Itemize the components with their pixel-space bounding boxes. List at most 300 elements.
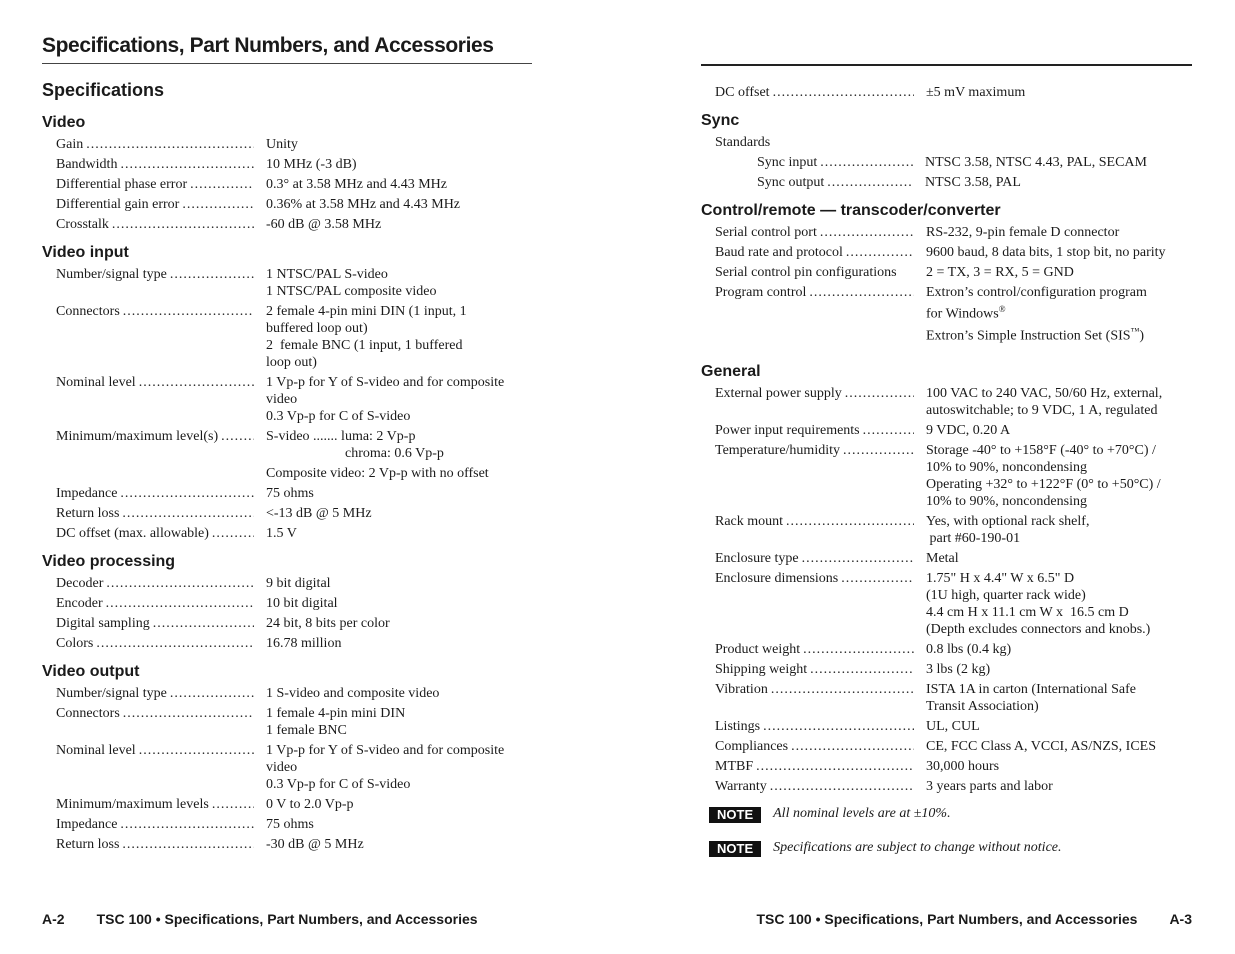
spec-label	[715, 758, 916, 775]
note-specifications-change	[701, 839, 1193, 857]
trademark-mark: ™	[1130, 325, 1140, 336]
spec-row	[42, 705, 534, 739]
spec-label	[715, 84, 916, 101]
sis-text: Extron’s Simple Instruction Set (SIS	[926, 328, 1131, 344]
spec-label-text: Temperature/humidity	[715, 443, 840, 459]
spec-value	[266, 176, 534, 193]
section-heading-control: Control/remote — transcoder/converter	[701, 202, 1001, 219]
spec-label	[715, 244, 916, 261]
section-heading-video-input: Video input	[42, 244, 129, 261]
spec-value	[266, 505, 534, 522]
spec-label	[56, 156, 256, 173]
spec-value	[926, 442, 1193, 510]
note-text: All nominal levels are at ±10%.	[773, 806, 951, 822]
spec-label	[56, 374, 256, 425]
spec-label	[715, 513, 916, 547]
dot-leader	[120, 156, 254, 173]
spec-label-text: Serial control port	[715, 225, 817, 240]
spec-value-line: 10 bit digital	[266, 596, 338, 611]
dot-leader	[846, 244, 914, 261]
spec-value	[266, 216, 534, 233]
spec-value-line: Operating +32° to +122°F (0° to +50°C) /	[926, 477, 1161, 493]
spec-value	[266, 303, 534, 371]
footer-right	[756, 911, 1192, 927]
spec-label-text: Minimum/maximum levels	[56, 797, 209, 812]
dot-leader	[841, 570, 914, 638]
spec-dc-offset-output	[701, 84, 1193, 101]
spec-row	[42, 816, 534, 833]
general-spec-list	[701, 385, 1193, 795]
dot-leader	[771, 681, 914, 715]
spec-impedance	[42, 485, 534, 502]
spec-value	[266, 525, 534, 542]
spec-label-text: Enclosure type	[715, 551, 799, 567]
spec-value-line: 16.78 million	[266, 636, 342, 651]
spec-serial-control-port	[701, 224, 1193, 241]
spec-label	[715, 264, 916, 281]
dot-leader	[122, 836, 254, 853]
spec-value-line: 10 MHz (-3 dB)	[266, 157, 357, 172]
spec-value-line: 10% to 90%, noncondensing	[926, 460, 1087, 476]
spec-label	[56, 796, 256, 813]
spec-value	[926, 661, 1193, 678]
spec-value-line: Composite video: 2 Vp-p with no offset	[266, 466, 489, 481]
spec-label-text: Return loss	[56, 837, 120, 852]
spec-value-line: 1 female 4-pin mini DIN	[266, 706, 406, 721]
spec-row	[42, 176, 534, 193]
page-title: Specifications, Part Numbers, and Accessories	[42, 34, 532, 64]
spec-min-max-levels	[42, 428, 534, 482]
spec-value	[266, 196, 534, 213]
spec-label-text: Compliances	[715, 739, 789, 755]
spec-label-text: Number/signal type	[56, 267, 167, 282]
spec-label-text: Impedance	[56, 817, 118, 832]
spec-label	[56, 505, 256, 522]
spec-label-text: Nominal level	[56, 743, 136, 758]
spec-value	[926, 550, 1193, 567]
spec-label	[757, 154, 915, 171]
spec-label-text: Sync output	[757, 175, 825, 190]
dot-leader	[773, 84, 914, 101]
spec-label-text: DC offset (max. allowable)	[56, 526, 209, 541]
spec-value-line: 0.3° at 3.58 MHz and 4.43 MHz	[266, 177, 447, 192]
spec-label	[56, 595, 256, 612]
spec-value-line: (Depth excludes connectors and knobs.)	[926, 622, 1151, 638]
spec-label	[56, 705, 256, 739]
spec-value-line: CE, FCC Class A, VCCI, AS/NZS, ICES	[926, 739, 1157, 755]
video-spec-list	[42, 136, 534, 233]
spec-label-text: Baud rate and protocol	[715, 245, 843, 260]
spec-label	[56, 836, 256, 853]
spec-label-text: Rack mount	[715, 514, 784, 530]
spec-value-line: Extron’s control/configuration program	[926, 285, 1147, 300]
spec-row	[42, 575, 534, 592]
spec-row	[701, 718, 1193, 735]
spec-label-text: External power supply	[715, 386, 842, 402]
dot-leader	[139, 374, 254, 425]
spec-label-text: Minimum/maximum level(s)	[56, 429, 219, 444]
dot-leader	[170, 266, 254, 300]
spec-row	[701, 513, 1193, 547]
spec-row	[701, 550, 1193, 567]
dot-leader	[153, 615, 254, 632]
dot-leader	[86, 136, 254, 153]
spec-row	[701, 738, 1193, 755]
spec-value-line: 3 lbs (2 kg)	[926, 662, 991, 678]
spec-row	[42, 836, 534, 853]
spec-value-line: 1 NTSC/PAL composite video	[266, 284, 437, 299]
dot-leader	[221, 428, 254, 482]
spec-value	[925, 174, 1193, 191]
dot-leader	[827, 174, 913, 191]
dot-leader	[212, 796, 254, 813]
spec-row	[42, 156, 534, 173]
video-input-spec-list	[42, 266, 534, 542]
spec-label-text: Differential gain error	[56, 197, 180, 212]
dot-leader	[803, 641, 914, 658]
spec-label-text: Decoder	[56, 576, 104, 591]
note-badge: NOTE	[709, 807, 761, 823]
spec-value-line: 9 bit digital	[266, 576, 331, 591]
spec-label	[56, 615, 256, 632]
video-processing-spec-list	[42, 575, 534, 652]
spec-row	[701, 681, 1193, 715]
spec-value-line: Metal	[926, 551, 959, 567]
spec-label	[715, 284, 916, 344]
dot-leader	[120, 485, 254, 502]
spec-label	[56, 266, 256, 300]
spec-value-line: Transit Association)	[926, 699, 1039, 715]
spec-value-line: video	[266, 760, 298, 775]
section-heading-general: General	[701, 363, 761, 381]
specifications-subtitle: Specifications	[42, 80, 165, 100]
spec-value	[266, 485, 534, 502]
dot-leader	[139, 742, 254, 793]
spec-row	[42, 796, 534, 813]
spec-label	[56, 428, 256, 482]
dot-leader	[123, 303, 254, 371]
spec-value	[266, 136, 534, 153]
spec-label-text: Vibration	[715, 682, 768, 698]
section-heading-sync: Sync	[701, 112, 740, 129]
spec-value-line: 0.3 Vp-p for C of S-video	[266, 777, 411, 792]
spec-row	[701, 422, 1193, 439]
dot-leader	[820, 224, 914, 241]
dot-leader	[756, 758, 914, 775]
spec-pin-configurations	[701, 264, 1193, 281]
sync-standards-label: Standards	[715, 135, 771, 150]
spec-value-line: 0.36% at 3.58 MHz and 4.43 MHz	[266, 197, 461, 212]
footer-left-text: TSC 100 • Specifications, Part Numbers, and Accessories	[96, 911, 478, 927]
spec-value-line: 1.75" H x 4.4" W x 6.5" D	[926, 571, 1075, 587]
spec-value-line: Unity	[266, 137, 298, 152]
spec-row	[42, 136, 534, 153]
spec-label	[715, 422, 916, 439]
dot-leader	[212, 525, 254, 542]
spec-label	[56, 216, 256, 233]
spec-row	[701, 758, 1193, 775]
section-heading-video: Video	[42, 114, 86, 131]
spec-row	[701, 385, 1193, 419]
spec-value	[266, 705, 534, 739]
spec-label	[715, 661, 916, 678]
spec-value-line: 4.4 cm H x 11.1 cm W x 16.5 cm D	[926, 605, 1129, 621]
dot-leader	[106, 575, 254, 592]
page-number-left: A-2	[42, 911, 65, 927]
spec-value-line: 1 Vp-p for Y of S-video and for composite	[266, 375, 505, 390]
spec-label	[56, 816, 256, 833]
spec-value-line: 1 Vp-p for Y of S-video and for composite	[266, 743, 505, 758]
spec-value-line: (1U high, quarter rack wide)	[926, 588, 1086, 604]
spec-value	[925, 154, 1193, 171]
spec-label-text: Enclosure dimensions	[715, 571, 839, 587]
spec-value	[926, 422, 1193, 439]
spec-label	[56, 635, 256, 652]
spec-value	[266, 575, 534, 592]
spec-sync-input	[701, 154, 1193, 171]
spec-label	[715, 385, 916, 419]
dot-leader	[802, 550, 914, 567]
dot-leader	[106, 595, 254, 612]
note-nominal-levels	[701, 805, 1193, 823]
spec-value	[926, 778, 1193, 795]
spec-value	[926, 244, 1193, 261]
spec-value-line: chroma: 0.6 Vp-p	[345, 446, 444, 461]
spec-row	[42, 595, 534, 612]
spec-label	[56, 176, 256, 193]
spec-label-text: Impedance	[56, 486, 118, 501]
header-rule	[701, 64, 1192, 66]
dot-leader	[820, 154, 913, 171]
spec-label-text: Listings	[715, 719, 761, 735]
spec-value	[926, 513, 1193, 547]
video-output-spec-list	[42, 685, 534, 853]
spec-label-text: Product weight	[715, 642, 801, 658]
spec-label-text: Warranty	[715, 779, 767, 795]
spec-value	[926, 718, 1193, 735]
spec-value-line: ISTA 1A in carton (International Safe	[926, 682, 1136, 698]
spec-label-text: Nominal level	[56, 375, 136, 390]
spec-value-line: Yes, with optional rack shelf,	[926, 514, 1090, 530]
spec-row	[701, 661, 1193, 678]
spec-value	[926, 284, 1193, 344]
spec-label-text: Serial control pin configurations	[715, 265, 897, 280]
spec-label	[715, 718, 916, 735]
spec-row	[701, 778, 1193, 795]
spec-value-line: 100 VAC to 240 VAC, 50/60 Hz, external,	[926, 386, 1163, 402]
spec-label-text: Connectors	[56, 706, 120, 721]
spec-label-text: DC offset	[715, 85, 770, 100]
spec-label	[757, 174, 915, 191]
spec-value	[926, 224, 1193, 241]
dot-leader	[810, 661, 914, 678]
spec-label-text: Shipping weight	[715, 662, 808, 678]
spec-row	[42, 742, 534, 793]
spec-value	[266, 428, 534, 482]
spec-value-line: S-video ....... luma: 2 Vp-p	[266, 429, 416, 444]
spec-label-text: MTBF	[715, 759, 754, 775]
spec-value-line: 2 female 4-pin mini DIN (1 input, 1	[266, 304, 467, 319]
spec-nominal-level	[42, 374, 534, 425]
spec-value	[926, 570, 1193, 638]
dot-leader	[763, 718, 914, 735]
spec-value-line: 2 = TX, 3 = RX, 5 = GND	[926, 265, 1074, 280]
windows-text: for Windows	[926, 306, 999, 322]
spec-label-text: Digital sampling	[56, 616, 150, 631]
dot-leader	[791, 738, 914, 755]
spec-value	[926, 264, 1193, 281]
dot-leader	[120, 816, 254, 833]
dot-leader	[112, 216, 254, 233]
note-text: Specifications are subject to change without notice.	[773, 840, 1062, 856]
spec-label	[715, 442, 916, 510]
spec-label-text: Gain	[56, 137, 84, 152]
spec-value-line: 0.8 lbs (0.4 kg)	[926, 642, 1012, 658]
spec-value	[926, 641, 1193, 658]
left-column	[42, 80, 534, 856]
spec-row	[701, 641, 1193, 658]
spec-label	[56, 303, 256, 371]
spec-value	[266, 816, 534, 833]
spec-label-text: Crosstalk	[56, 217, 109, 232]
spec-value	[266, 595, 534, 612]
spec-value-line: 30,000 hours	[926, 759, 1000, 775]
spec-label-text: Connectors	[56, 304, 120, 319]
spec-label-text: Number/signal type	[56, 686, 167, 701]
spec-value	[926, 738, 1193, 755]
spec-return-loss	[42, 505, 534, 522]
spec-value	[926, 758, 1193, 775]
spec-value-line: video	[266, 392, 298, 407]
spec-dc-offset	[42, 525, 534, 542]
spec-value-line: NTSC 3.58, NTSC 4.43, PAL, SECAM	[925, 155, 1147, 170]
spec-sync-output	[701, 174, 1193, 191]
spec-label-text: Power input requirements	[715, 423, 860, 439]
spec-value-line: autoswitchable; to 9 VDC, 1 A, regulated	[926, 403, 1158, 419]
dot-leader	[122, 505, 254, 522]
spec-connectors	[42, 303, 534, 371]
spec-value	[266, 685, 534, 702]
section-heading-video-processing: Video processing	[42, 553, 176, 570]
spec-label	[56, 136, 256, 153]
spec-value	[266, 374, 534, 425]
dot-leader	[863, 422, 914, 439]
dot-leader	[809, 284, 914, 344]
spec-value-line	[926, 323, 1193, 345]
spec-row	[42, 635, 534, 652]
spec-value	[266, 266, 534, 300]
dot-leader	[123, 705, 254, 739]
spec-value-line: NTSC 3.58, PAL	[925, 175, 1021, 190]
dot-leader	[182, 196, 254, 213]
spec-value-line	[926, 301, 1193, 323]
spec-value	[266, 635, 534, 652]
spec-value-line: loop out)	[266, 355, 317, 370]
spec-baud-rate	[701, 244, 1193, 261]
spec-label	[56, 742, 256, 793]
spec-label-text: Encoder	[56, 596, 103, 611]
spec-label-text: Bandwidth	[56, 157, 118, 172]
spec-label-text: Sync input	[757, 155, 818, 170]
spec-value-line: 24 bit, 8 bits per color	[266, 616, 390, 631]
dot-leader	[770, 778, 914, 795]
dot-leader	[170, 685, 254, 702]
spec-label	[56, 685, 256, 702]
spec-label-text: Program control	[715, 285, 807, 300]
spec-number-signal-type	[42, 266, 534, 300]
spec-label	[715, 641, 916, 658]
spec-value	[266, 796, 534, 813]
spec-value-line: <-13 dB @ 5 MHz	[266, 506, 372, 521]
spec-label-text: Return loss	[56, 506, 120, 521]
spec-value-line: -30 dB @ 5 MHz	[266, 837, 364, 852]
section-heading-video-output: Video output	[42, 663, 140, 680]
spec-row	[42, 685, 534, 702]
spec-value	[266, 156, 534, 173]
registered-mark: ®	[998, 304, 1006, 314]
spec-label	[715, 224, 916, 241]
spec-value-line: 1.5 V	[266, 526, 297, 541]
spec-value-line: 9 VDC, 0.20 A	[926, 423, 1011, 439]
spec-value-line: 10% to 90%, noncondensing	[926, 494, 1087, 510]
spec-label	[56, 575, 256, 592]
spec-value-line: 75 ohms	[266, 817, 314, 832]
spec-value-line: 75 ohms	[266, 486, 314, 501]
page-number-right: A-3	[1169, 911, 1192, 927]
spec-label	[715, 550, 916, 567]
spec-value-line: part #60-190-01	[926, 531, 1021, 547]
spec-label	[715, 778, 916, 795]
spec-value-line: 1 female BNC	[266, 723, 347, 738]
spec-value	[266, 836, 534, 853]
footer-right-text: TSC 100 • Specifications, Part Numbers, and Accessories	[756, 911, 1138, 927]
spec-value-line: 3 years parts and labor	[926, 779, 1053, 795]
spec-label	[715, 681, 916, 715]
spec-row	[701, 442, 1193, 510]
spec-value-line: 0 V to 2.0 Vp-p	[266, 797, 354, 812]
dot-leader	[190, 176, 254, 193]
spec-value-line: ±5 mV maximum	[926, 85, 1026, 100]
sis-close: )	[1139, 328, 1145, 344]
dot-leader	[843, 442, 914, 510]
spec-label-text: Differential phase error	[56, 177, 188, 192]
right-column	[701, 84, 1193, 857]
dot-leader	[96, 635, 254, 652]
spec-row	[701, 570, 1193, 638]
spec-label	[56, 485, 256, 502]
spec-row	[42, 196, 534, 213]
spec-label	[56, 196, 256, 213]
footer-left	[42, 911, 478, 927]
dot-leader	[786, 513, 914, 547]
spec-label-text: Colors	[56, 636, 94, 651]
spec-value-line: Storage -40° to +158°F (-40° to +70°C) /	[926, 443, 1156, 459]
spec-value-line: buffered loop out)	[266, 321, 368, 336]
spec-value-line: RS-232, 9-pin female D connector	[926, 225, 1120, 240]
spec-value-line: 2 female BNC (1 input, 1 buffered	[266, 338, 463, 353]
note-badge: NOTE	[709, 841, 761, 857]
spec-value	[926, 681, 1193, 715]
spec-value-line: 1 S-video and composite video	[266, 686, 440, 701]
spec-value-line: UL, CUL	[926, 719, 980, 735]
spec-row	[42, 216, 534, 233]
spec-label	[56, 525, 256, 542]
spec-label	[715, 570, 916, 638]
dot-leader	[845, 385, 914, 419]
spec-value	[926, 84, 1193, 101]
spec-program-control	[701, 284, 1193, 344]
spec-value-line: 1 NTSC/PAL S-video	[266, 267, 388, 282]
